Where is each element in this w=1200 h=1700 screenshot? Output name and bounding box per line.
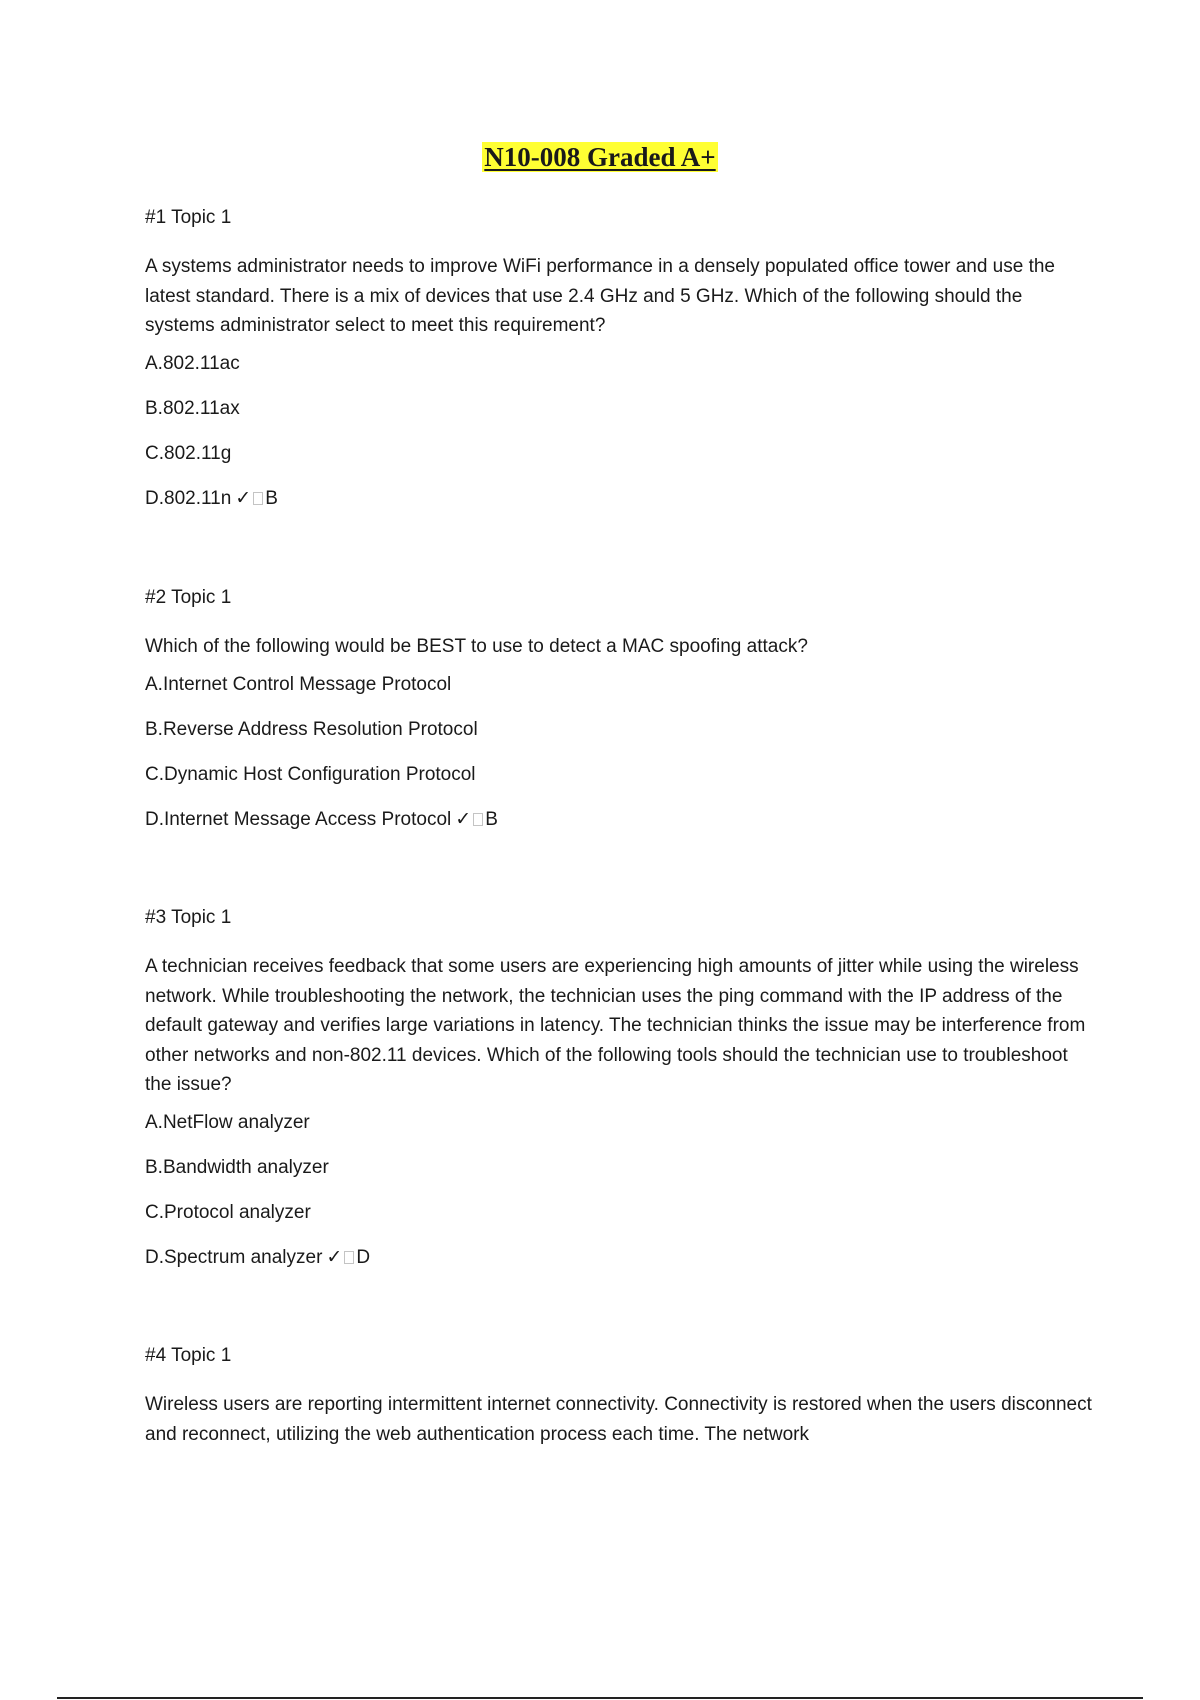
- option-b: B.Reverse Address Resolution Protocol: [145, 718, 478, 740]
- option-c: C.Protocol analyzer: [145, 1201, 311, 1223]
- document-title: [0, 140, 1200, 174]
- option-b: B.Bandwidth analyzer: [145, 1156, 329, 1178]
- option-d-text: D.Spectrum analyzer: [145, 1246, 323, 1268]
- answer-letter: B: [265, 487, 278, 509]
- option-a: A.802.11ac: [145, 352, 240, 374]
- option-a: A.Internet Control Message Protocol: [145, 673, 452, 695]
- question-4: [145, 1345, 1095, 1461]
- option-d-text: D.Internet Message Access Protocol: [145, 808, 452, 830]
- page-footer-rule: [57, 1697, 1143, 1699]
- question-text: A technician receives feedback that some users are experiencing high amounts of jitter while using the wireless network. While troubleshooting the network, the technician uses the ping command with the IP address of the default gateway and verifies large variations in latency. The technician thinks the issue may be interference from other networks and non-802.11 devices. Which of the following tools should the technician use to troubleshoot the issue?: [145, 956, 1086, 1095]
- check-mark-icon: ✓: [326, 1246, 343, 1268]
- option-c: C.802.11g: [145, 442, 232, 464]
- question-1: [145, 207, 1095, 533]
- checkbox-glyph-icon: [344, 1251, 354, 1264]
- option-b: B.802.11ax: [145, 397, 240, 419]
- question-text: Wireless users are reporting intermittent internet connectivity. Connectivity is restored when the users disconnect and reconnect, utilizing the web authentication process each time. The network: [145, 1394, 1092, 1445]
- question-text: Which of the following would be BEST to use to detect a MAC spoofing attack?: [145, 636, 808, 657]
- answer-letter: D: [356, 1246, 371, 1268]
- answer-letter: B: [485, 808, 498, 830]
- question-heading: #3 Topic 1: [145, 907, 232, 928]
- question-2: [145, 587, 1095, 854]
- check-mark-icon: ✓: [235, 487, 252, 509]
- checkbox-glyph-icon: [253, 492, 263, 505]
- option-d-text: D.802.11n: [145, 487, 232, 509]
- option-a: A.NetFlow analyzer: [145, 1111, 310, 1133]
- option-d: [145, 488, 1095, 510]
- option-d: [145, 809, 1095, 831]
- question-heading: #1 Topic 1: [145, 207, 232, 228]
- option-d: [145, 1247, 1095, 1269]
- question-3: [145, 907, 1095, 1292]
- document-title-text: N10-008 Graded A+: [484, 142, 716, 172]
- check-mark-icon: ✓: [455, 808, 472, 830]
- question-text: A systems administrator needs to improve WiFi performance in a densely populated office tower and use the latest standard. There is a mix of devices that use 2.4 GHz and 5 GHz. Which of the following should the systems administrator select to meet this requirement?: [145, 256, 1055, 336]
- option-c: C.Dynamic Host Configuration Protocol: [145, 763, 476, 785]
- question-heading: #4 Topic 1: [145, 1345, 232, 1366]
- question-heading: #2 Topic 1: [145, 587, 232, 608]
- checkbox-glyph-icon: [473, 813, 483, 826]
